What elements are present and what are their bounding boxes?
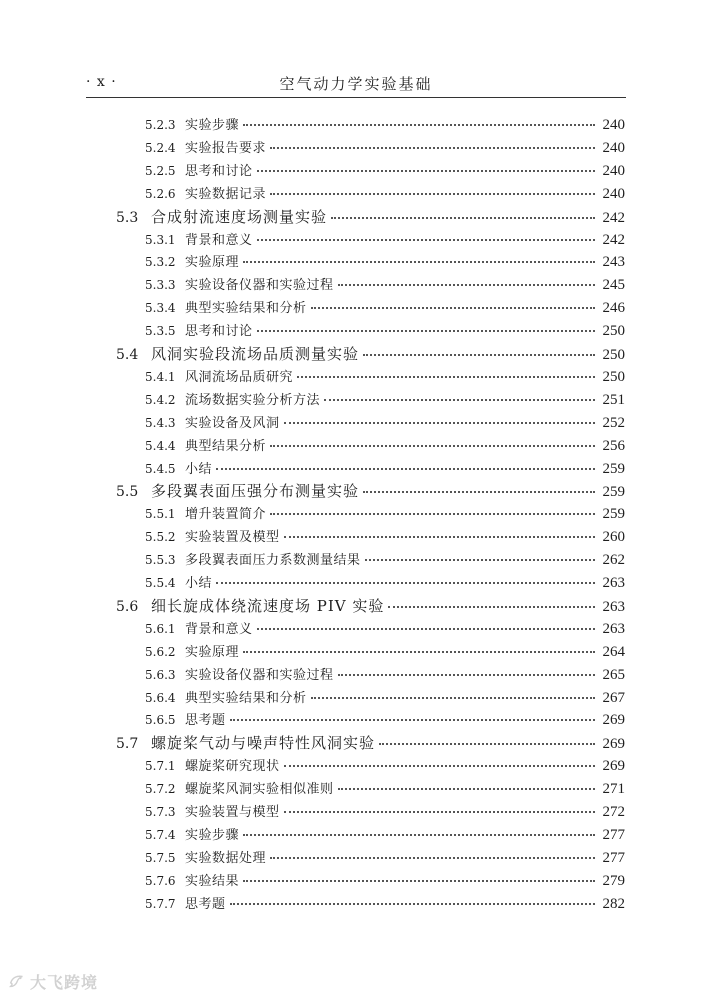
toc-entry-title: 典型实验结果和分析 [185,301,307,317]
toc-dot-leader [297,376,595,378]
toc-dot-leader [257,628,595,630]
toc-dot-leader [379,743,595,745]
toc-entry-page: 263 [602,598,625,615]
toc-entry-title: 思考和讨论 [185,163,253,179]
toc-entry-title: 实验设备及风洞 [185,415,280,431]
toc-subsection-row [145,412,625,432]
toc-entry-page: 277 [602,826,625,843]
toc-entry-number: 5.2.4 [145,140,176,155]
toc-section-row [116,732,625,753]
toc-dot-leader [243,124,595,126]
toc-subsection-row [145,229,625,249]
toc-entry-page: 245 [602,277,625,294]
toc-entry-page: 277 [602,849,625,866]
toc-entry-page: 250 [602,347,625,363]
toc-entry-page: 263 [602,575,625,591]
toc-entry-page: 259 [602,484,625,501]
toc-dot-leader [363,491,595,493]
toc-entry-number: 5.3.4 [145,301,176,316]
toc-entry-page: 242 [602,231,625,248]
toc-subsection-row [145,160,625,180]
toc-dot-leader [363,354,595,356]
toc-entry-page: 246 [602,300,625,317]
toc-entry-title: 背景和意义 [185,232,253,248]
toc-entry-number: 5.2.5 [145,163,176,178]
toc-entry-number: 5.6 [116,598,139,615]
toc-entry-number: 5.4.2 [145,392,176,407]
toc-entry-page: 269 [602,758,625,775]
toc-section-row [116,595,625,616]
toc-dot-leader [216,582,595,584]
toc-subsection-row [145,320,625,340]
toc-dot-leader [243,651,595,653]
toc-entry-number: 5.6.1 [145,621,176,636]
toc-subsection-row [145,137,625,157]
toc-entry-title: 实验结果 [185,873,240,889]
toc-entry-number: 5.6.2 [145,644,176,659]
toc-entry-title: 实验数据记录 [185,186,267,202]
toc-dot-leader [243,834,595,836]
toc-dot-leader [331,217,595,219]
toc-dot-leader [284,536,595,538]
toc-entry-number: 5.5.1 [145,507,176,522]
toc-subsection-row [145,824,625,844]
toc-entry-title: 小结 [185,461,213,477]
toc-entry-page: 240 [602,139,625,156]
toc-subsection-row [145,801,625,821]
toc-entry-number: 5.4.4 [145,438,176,453]
toc-entry-title: 实验设备仪器和实验过程 [185,667,334,683]
toc-entry-title: 细长旋成体绕流速度场 PIV 实验 [151,596,385,615]
toc-entry-number: 5.6.5 [145,713,176,728]
toc-entry-title: 背景和意义 [185,621,253,637]
toc-entry-page: 240 [602,117,625,133]
toc-entry-number: 5.3 [116,209,139,226]
toc-entry-page: 250 [602,368,625,385]
toc-entry-title: 合成射流速度场测量实验 [151,207,328,226]
toc-entry-number: 5.2.6 [145,186,176,201]
toc-entry-page: 240 [602,185,625,202]
toc-entry-number: 5.4.1 [145,369,176,384]
toc-subsection-row [145,526,625,546]
toc-entry-title: 风洞实验段流场品质测量实验 [151,345,360,363]
toc-subsection-row [145,755,625,775]
header-page-number: · x · [86,74,117,90]
toc-subsection-row [145,687,625,707]
toc-entry-page: 264 [602,643,625,660]
toc-dot-leader [270,193,595,195]
toc-entry-page: 269 [602,712,625,729]
toc-entry-page: 259 [602,460,625,477]
toc-subsection-row [145,366,625,386]
toc-entry-title: 螺旋桨研究现状 [185,759,280,775]
toc-entry-title: 典型实验结果和分析 [185,690,307,706]
toc-entry-title: 实验装置与模型 [185,805,280,820]
toc-entry-number: 5.6.4 [145,690,176,705]
watermark [8,970,98,992]
toc-entry-number: 5.3.5 [145,324,176,339]
toc-subsection-row [145,709,625,729]
toc-dot-leader [243,261,595,263]
toc-entry-title: 思考和讨论 [185,324,253,340]
toc-entry-page: 240 [602,162,625,179]
toc-entry-title: 螺旋桨风洞实验相似准则 [185,782,334,798]
toc-entry-title: 实验报告要求 [185,140,267,156]
toc-subsection-row [145,274,625,294]
toc-entry-number: 5.7.3 [145,805,176,819]
toc-entry-title: 实验数据处理 [185,850,267,866]
toc-subsection-row [145,549,625,569]
toc-dot-leader [230,719,595,721]
toc-subsection-row [145,251,625,271]
toc-entry-page: 282 [602,895,625,912]
toc-subsection-row [145,893,625,913]
toc-entry-number: 5.3.2 [145,255,176,270]
toc-entry-page: 250 [602,323,625,340]
toc-entry-page: 265 [602,666,625,683]
toc-entry-title: 实验步骤 [185,118,240,133]
toc-entry-page: 243 [602,254,625,271]
toc-entry-number: 5.3.1 [145,232,176,247]
toc-subsection-row [145,778,625,798]
toc-entry-page: 271 [602,781,625,798]
toc-dot-leader [311,307,595,309]
toc-subsection-row [145,847,625,867]
toc-entry-title: 典型结果分析 [185,438,267,454]
header-rule [86,97,626,98]
toc-dot-leader [324,399,595,401]
toc-entry-number: 5.7.4 [145,827,176,842]
toc-entry-number: 5.7.1 [145,759,176,774]
toc-entry-title: 增升装置简介 [185,507,267,523]
toc-entry-number: 5.5.2 [145,530,176,545]
toc-section-row [116,206,625,227]
toc-entry-title: 实验步骤 [185,827,240,843]
toc-entry-title: 小结 [185,576,213,591]
toc-entry-number: 5.4.5 [145,461,176,476]
toc-dot-leader [270,857,595,859]
toc-entry-title: 思考题 [185,896,226,912]
toc-dot-leader [365,559,595,561]
toc-entry-number: 5.5 [116,484,139,501]
toc-entry-page: 269 [602,736,625,753]
toc-dot-leader [338,788,595,790]
toc-subsection-row [145,435,625,455]
toc-entry-number: 5.6.3 [145,667,176,682]
toc-entry-page: 260 [602,529,625,546]
toc-entry-title: 实验原理 [185,255,240,271]
toc-subsection-row [145,389,625,409]
toc-entry-number: 5.4 [116,347,139,363]
toc-entry-number: 5.4.3 [145,415,176,430]
toc-entry-number: 5.7.5 [145,850,176,865]
toc-entry-title: 风洞流场品质研究 [185,369,294,385]
toc-entry-page: 259 [602,506,625,523]
toc-dot-leader [311,697,595,699]
toc-entry-page: 242 [602,209,625,226]
toc-entry-number: 5.5.3 [145,553,176,568]
toc-entry-number: 5.5.4 [145,576,176,590]
toc-entry-title: 实验设备仪器和实验过程 [185,278,334,294]
toc-entry-number: 5.7.7 [145,896,176,911]
toc-subsection-row [145,503,625,523]
toc-dot-leader [284,811,595,813]
toc-subsection-row [145,297,625,317]
toc-entry-page: 256 [602,437,625,454]
toc-dot-leader [270,513,595,515]
toc-entry-title: 流场数据实验分析方法 [185,392,321,408]
toc-entry-title: 多段翼表面压力系数测量结果 [185,553,361,569]
toc-entry-number: 5.2.3 [145,118,176,132]
toc-dot-leader [270,147,595,149]
toc-subsection-row [145,664,625,684]
toc-entry-number: 5.7.2 [145,782,176,797]
toc-entry-title: 螺旋桨气动与噪声特性风洞实验 [151,734,376,753]
toc-dot-leader [388,606,595,608]
toc-entry-number: 5.7.6 [145,873,176,888]
bird-logo-icon [8,972,26,990]
toc-subsection-row [145,458,625,478]
toc-dot-leader [284,422,595,424]
toc-entry-page: 267 [602,689,625,706]
toc-entry-title: 实验装置及模型 [185,530,280,546]
toc-entry-title: 实验原理 [185,644,240,660]
toc-dot-leader [243,880,595,882]
toc-entry-page: 263 [602,620,625,637]
page-header [86,70,626,96]
toc-entry-page: 279 [602,872,625,889]
toc-section-row [116,343,625,364]
toc-dot-leader [338,674,595,676]
toc-entry-page: 262 [602,552,625,569]
toc-dot-leader [270,445,595,447]
toc-subsection-row [145,870,625,890]
toc-dot-leader [257,170,595,172]
toc-subsection-row [145,618,625,638]
toc-subsection-row [145,114,625,134]
toc-entry-page: 251 [602,391,625,408]
toc-dot-leader [257,239,595,241]
toc-entry-number: 5.7 [116,736,139,753]
toc-entry-title: 多段翼表面压强分布测量实验 [151,482,360,501]
toc-dot-leader [257,330,595,332]
watermark-text: 大飞跨境 [30,972,99,992]
toc-subsection-row [145,183,625,203]
toc-subsection-row [145,641,625,661]
toc-subsection-row [145,572,625,592]
toc-dot-leader [338,284,595,286]
toc-entry-title: 思考题 [185,713,226,729]
toc-dot-leader [216,468,595,470]
toc-section-row [116,480,625,501]
toc-dot-leader [284,765,595,767]
toc-entry-number: 5.3.3 [145,278,176,293]
header-book-title: 空气动力学实验基础 [279,75,433,93]
toc-entry-page: 272 [602,804,625,820]
toc-entry-page: 252 [602,414,625,431]
toc-dot-leader [230,903,595,905]
